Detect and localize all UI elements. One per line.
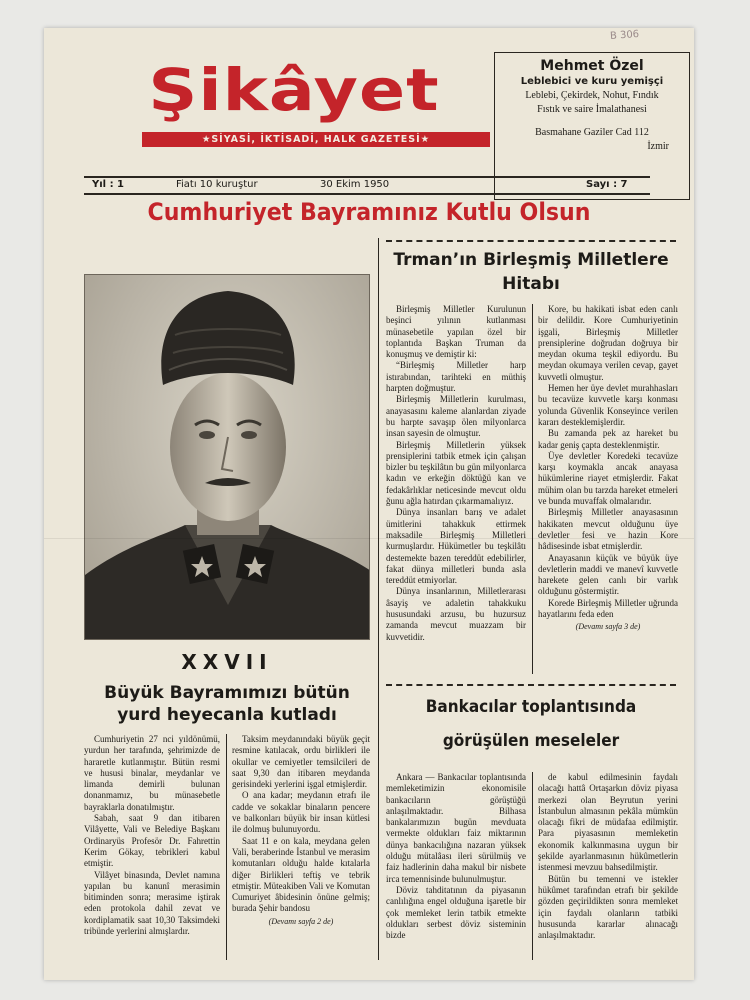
article1-paragraph: O ana kadar; meydanın etrafı ile cadde ve sokaklar binaların pencere ve balkonları büyük bir insan kütlesi ile dolmuş bulunuyordu. [232, 790, 370, 835]
column-divider [532, 772, 533, 960]
article1-column-1 [84, 734, 220, 964]
article2-paragraph: Dünya insanlarının, Milletlerarası âsayiş ve adaletin tahakkuku hususundaki arzusu, bu huzursuz zamanda mevcut muazzam bir kuvvetidir. [386, 586, 526, 642]
ad-business: Leblebici ve kuru yemişçi [520, 76, 664, 87]
year-label: Yıl : 1 [92, 179, 125, 190]
article2-paragraph: Üye devletler Koredeki tecavüze karşı koymakla ancak anayasa hükümlerine riayet etmişlerdir. Fakat mühim olan bu tarzda hareket etmeleri ve bunda muvaffak olmalarıdır. [538, 450, 678, 507]
column-divider [226, 734, 227, 960]
article2-paragraph: Hemen her üye devlet murahhasları bu tecavüze kuvvetle karşı konması yolunda Güvenlik Konseyince verilen kararı desteklemişlerdir. [538, 383, 678, 427]
price-label: Fiatı 10 kuruştur [176, 179, 258, 190]
ad-products-2: Fıstık ve saire İmalathanesi [537, 104, 647, 115]
column-divider [532, 304, 533, 674]
page-divider [378, 238, 379, 960]
article1-paragraph: Taksim meydanındaki büyük geçit resmine katılacak, ordu birlikleri ile okullar ve cemiyetler temsilcileri de saat 9,30 dan itibaren meydanda gerisindeki yerlerini işgal etmişlerdir. [232, 734, 370, 790]
article1-continuation: (Devamı sayfa 2 de) [268, 916, 334, 926]
article3-paragraph: Bütün bu temenni ve istekler hükûmet tarafından etrafı bir şekilde gözden geçirildikten sonra memleket için faydalı olanların tatbiki hususunda kararlar alınacağı anlaşılmaktadır. [538, 873, 678, 941]
article2-paragraph: Anayasanın küçük ve büyük üye devletlerin maddi ve manevî kuvvetle harekete gelen canlı bir varlık olduğunu göstermiştir. [538, 552, 678, 597]
article3-paragraph: Ankara — Bankacılar toplantısında memleketimizin ekonomisile bankacıların görüştüğü anlaşılmaktadır. Bilhasa bankalarımızın bugün mevduata vermekte oldukları faiz miktarının dünya bankacılığına nazaran yüksek olduğu mütalâası ileri sürülmüş ve faiz hadlerinin daha makul bir nisbete irca temennisinde bulunulmuştur. [386, 772, 526, 884]
ad-city: İzmir [647, 141, 669, 152]
info-bar [84, 178, 644, 192]
article1-paragraph: Vilâyet binasında, Devlet namına yapılan bu kanunî merasimin bitiminden sonra; merasime iştirak eden protokola dahil zevat ve kordiplamatik saat 10,30 Taksimdeki tribünde yerlerini almışlardır. [84, 869, 220, 937]
article2-paragraph: Kore, bu hakikati isbat eden canlı bir delildir. Kore Cumhuriyetinin işgali, Birleşmiş Milletler prensiplerine doğrudan doğruya bir meydan okuma teşkil ediyordu. Bu meydan okumaya verilen cevap, gayet kuvvetli olmuştur. [538, 304, 678, 382]
article2-headline: Trman’ın Birleşmiş Milletlere Hitabı [393, 250, 669, 294]
portrait-illustration [85, 275, 370, 640]
article2-paragraph: Birleşmiş Milletler Kurulunun beşinci yılının kutlanması münasebetile yapılan özel bir toplantıda Başkan Truman da konuşmuş ve demiştir ki: [386, 304, 526, 360]
article3-column-2 [538, 772, 678, 968]
masthead-tagline: ★SİYASİ, İKTİSADİ, HALK GAZETESİ★ [142, 132, 490, 147]
article2-paragraph: Birleşmiş Milletler anayasasının hakikaten mevcut olduğunu üye devletler fesi ve hazin Kore hâdisesinde isbat etmişlerdir. [538, 507, 678, 552]
date-label: 30 Ekim 1950 [320, 179, 390, 190]
article1-headline: Büyük Bayramımızı bütün yurd heyecanla kutladı [104, 683, 350, 725]
ad-products: Leblebi, Çekirdek, Nohut, Fındık [525, 90, 659, 101]
newspaper-page [44, 28, 694, 980]
article2-column-1 [386, 304, 526, 686]
article3-rule [386, 684, 676, 686]
ad-address: Basmahane Gaziler Cad 112 [535, 127, 649, 138]
article2-paragraph: Korede Birleşmiş Milletler uğrunda hayatlarını feda eden [538, 597, 678, 620]
article1-paragraph: Saat 11 e on kala, meydana gelen Vali, beraberinde İstanbul ve merasim komutanları olduğu halde kıtalarla diğer Birlikleri teftiş ve tebrik etmiştir. Müteakiben Vali ve Komutan Cumuriyet âbidesinin önüne gelmiş; burada Şehir bandosu [232, 835, 370, 914]
article1-paragraph: Cumhuriyetin 27 nci yıldönümü, yurdun her tarafında, şehrimizde de hararetle kutlanmıştır. Bütün resmi ve hususi binalar, meydanlar ve limanda demirli bulunan donanmamız, bu münasebetle bayraklarla donatılmıştır. [84, 734, 220, 812]
article2-paragraph: Birleşmiş Milletlerin yüksek prensiplerini tatbik etmek için çalışan bizler bu teşkilâtın bu gün milyonlarca kadın ve erkeğin döktüğü kan ve fedakârlıklar neticesinde mevcut oldu ğunu ağla hatırdan çıkarmamalıyız. [386, 439, 526, 507]
ad-name: Mehmet Özel [540, 58, 644, 74]
article1-paragraph: Sabah, saat 9 dan itibaren Vilâyette, Vali ve Belediye Başkanı Ordinaryüs Profesör Dr. Fahrettin Kerim Gökay, tebrikleri kabul etmiştir. [84, 813, 220, 869]
article2-rule [386, 240, 676, 242]
article2-paragraph: Birleşmiş Milletlerin kurulması, anayasasını kaleme alanlardan ziyade bu harpte savaşıp ölen milyonlarca insan sayesin de olmuştur. [386, 394, 526, 439]
article2-paragraph: Bu zamanda pek az hareket bu kadar geniş çapta desteklenmiştir. [538, 428, 678, 450]
article2-continuation: (Devamı sayfa 3 de) [575, 622, 641, 632]
article1-column-2 [232, 734, 370, 964]
archive-pencil-note: B 306 [609, 28, 640, 43]
article1-numeral: XXVII [181, 650, 273, 674]
article2-paragraph: “Birleşmiş Milletler harp istırabından, tarihteki en müthiş harpten doğmuştur. [386, 360, 526, 394]
article3-column-1 [386, 772, 526, 968]
article2-paragraph: Dünya insanları barış ve adalet ümitlerini tahakkuk ettirmek maksadile Birleşmiş Milletleri kurmuşlardır. Hükümetler bu teşkilâtı destemekte bazen tereddüt edebilirler, fakat dünya milletleri bunda asla tereddüt etmiyorlar. [386, 507, 526, 586]
main-headline: Cumhuriyet Bayramınız Kutlu Olsun [147, 198, 591, 226]
masthead-title: Şikâyet [148, 57, 440, 125]
article2-column-2 [538, 304, 678, 686]
article3-headline: Bankacılar toplantısında görüşülen meseleler [425, 697, 637, 751]
article3-paragraph: Döviz tahditatının da piyasanın canlılığına engel olduğuna işaretle bir çok memleket lerin tatbik etmekte oldukları serbest döviz sisteminin bizde [386, 884, 526, 941]
portrait-photo [84, 274, 370, 640]
article3-paragraph: de kabul edilmesinin faydalı olacağı hattâ Ortaşarkın döviz piyasa merkezi olan Beyrutun yerini İstanbulun almasının pekâla mümkün olacağı fikri de müdafaa edilmiştir. Para piyasasının memleketin ekonomik kalkınmasına uygun bir şekilde ayarlanmasının hükûmetlerin istenmesi mevzuu bahsedilmiştir. [538, 772, 678, 873]
issue-label: Sayı : 7 [586, 179, 628, 190]
